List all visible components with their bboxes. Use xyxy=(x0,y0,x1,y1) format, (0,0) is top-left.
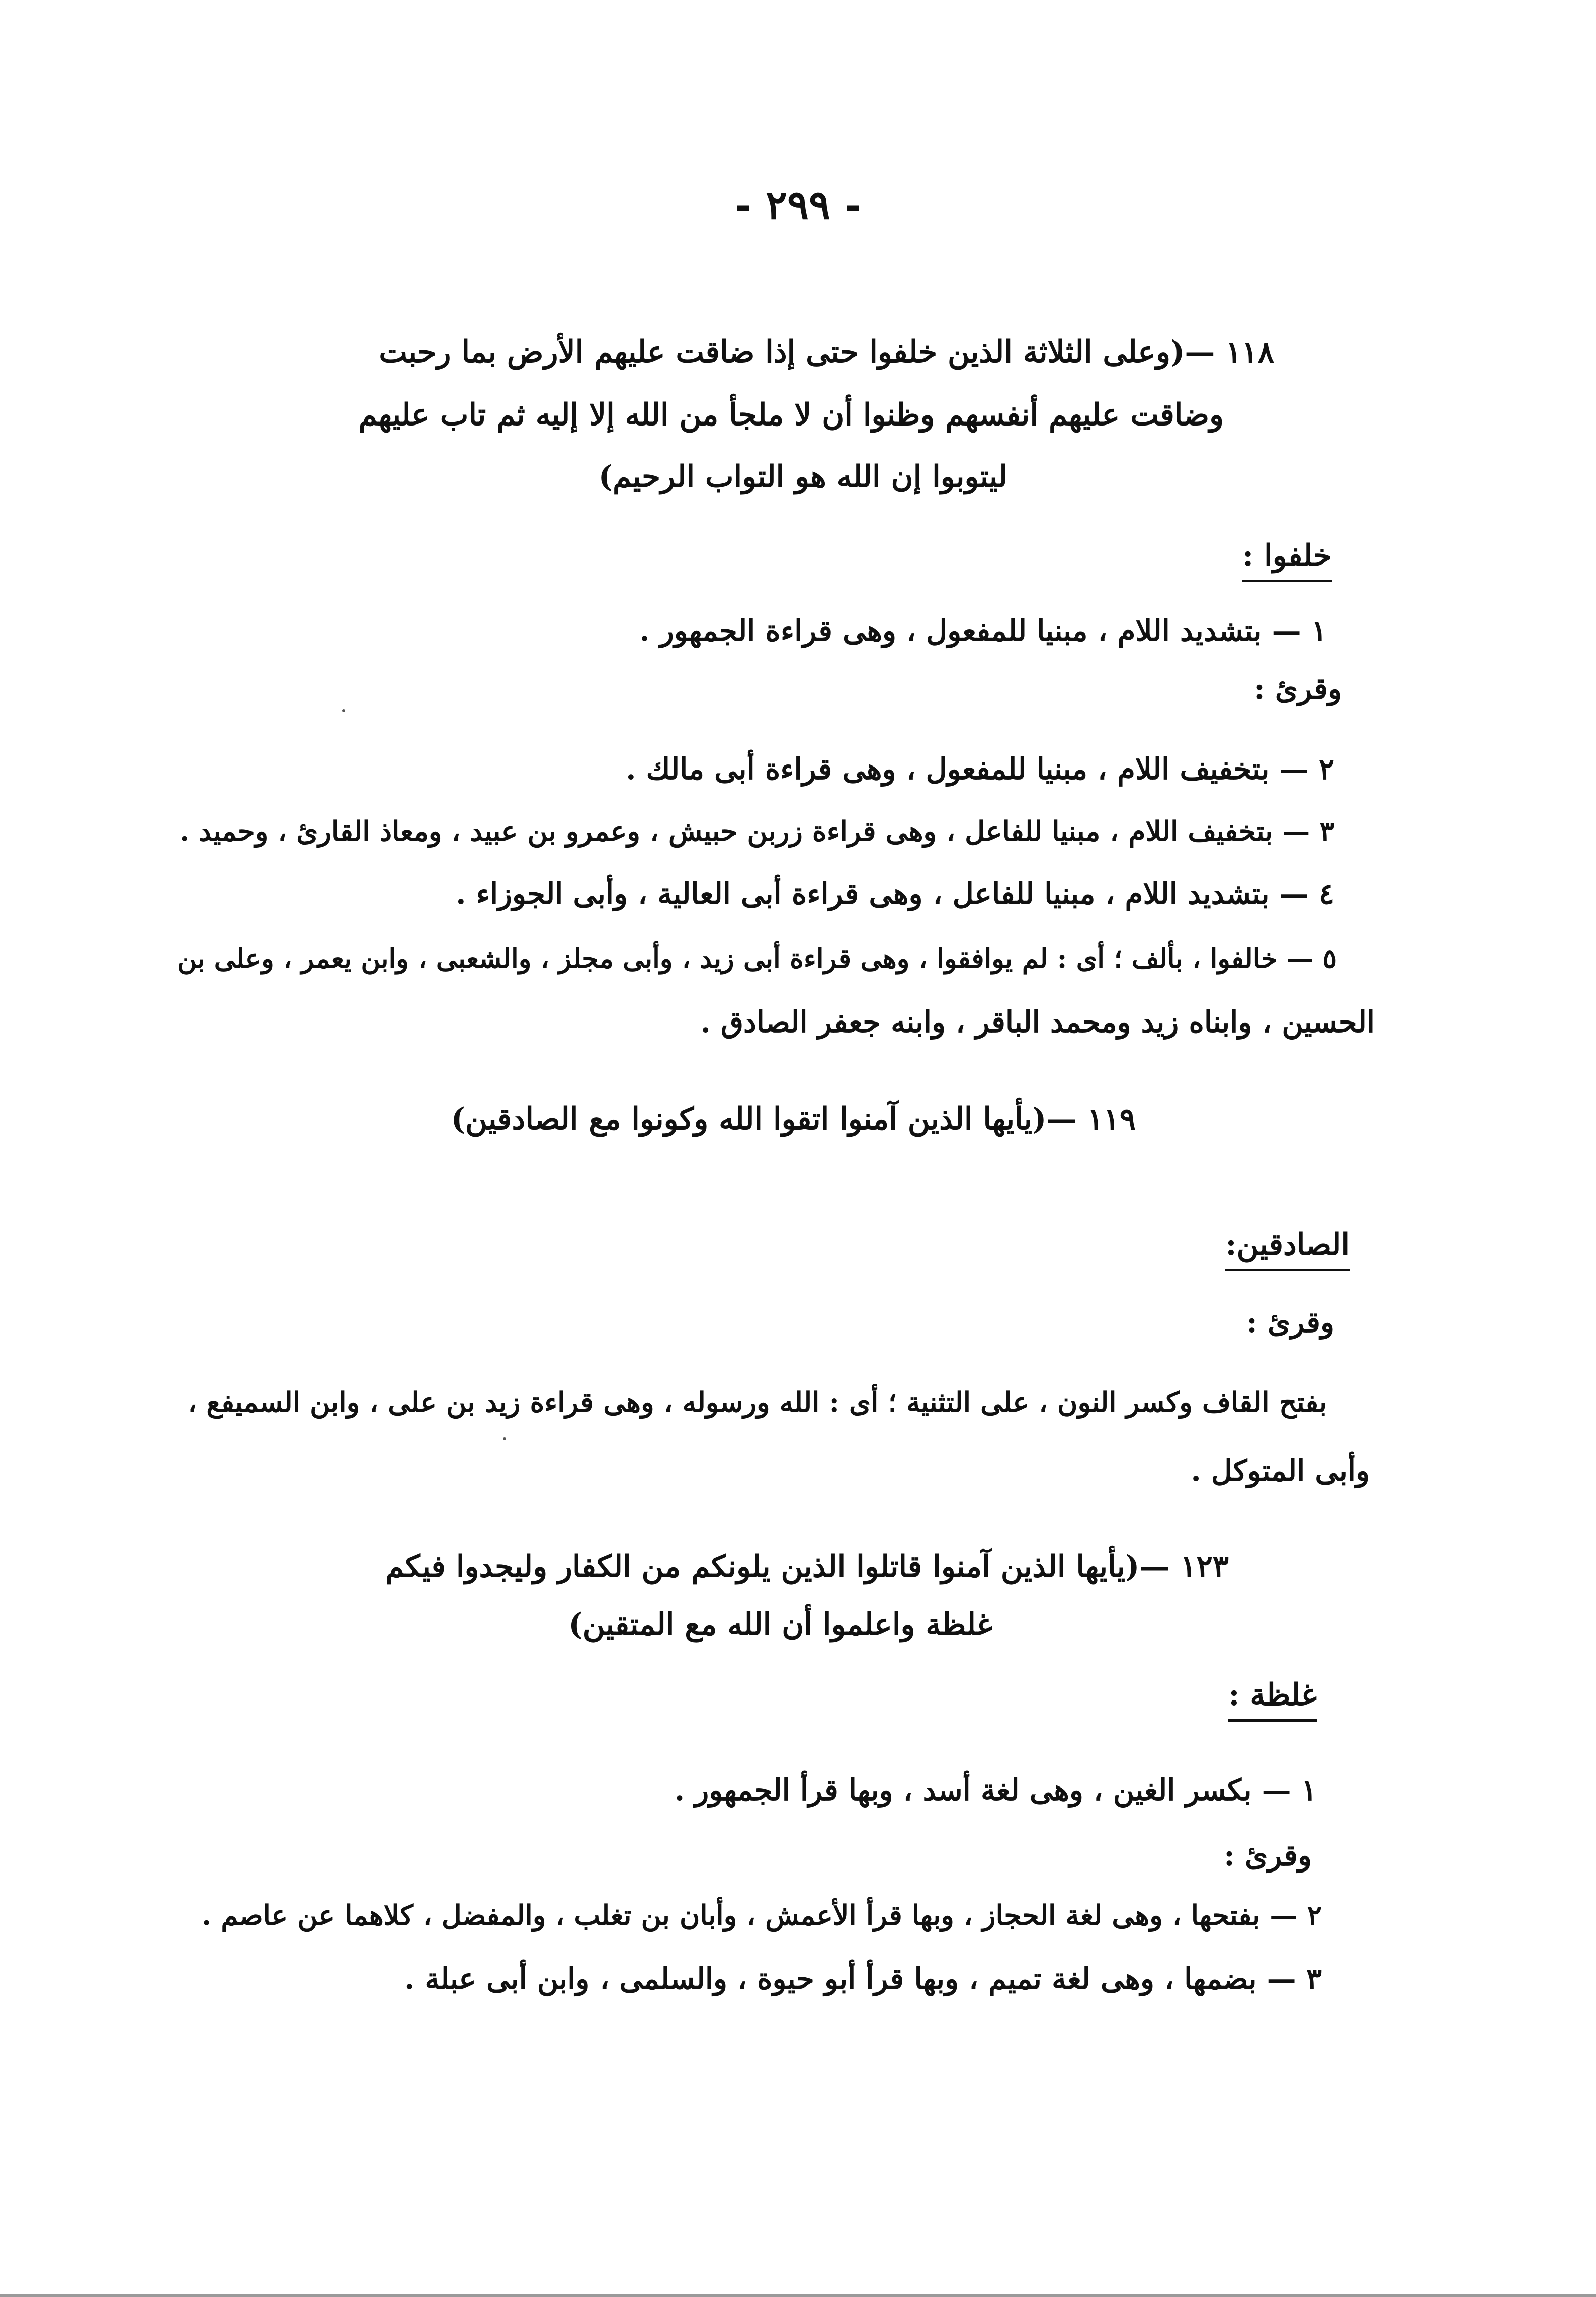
khullifu-item-4: ٤ — بتشديد اللام ، مبنيا للفاعل ، وهى قراءة أبى العالية ، وأبى الجوزاء . xyxy=(456,877,1334,911)
ghilza-qura-label: وقرئ : xyxy=(1224,1838,1312,1873)
verse-118-line-3: ليتوبوا إن الله هو التواب الرحيم) xyxy=(598,459,1007,494)
section-heading-sadiqin xyxy=(1225,1227,1350,1271)
verse-123-line-2: غلظة واعلموا أن الله مع المتقين) xyxy=(568,1607,992,1642)
khullifu-item-2: ٢ — بتخفيف اللام ، مبنيا للمفعول ، وهى قراءة أبى مالك . xyxy=(626,752,1334,786)
ghilza-item-2: ٢ — بفتحها ، وهى لغة الحجاز ، وبها قرأ الأعمش ، وأبان بن تغلب ، والمفضل ، كلاهما عن عاصم . xyxy=(202,1899,1322,1931)
khullifu-item-1: ١ — بتشديد اللام ، مبنيا للمفعول ، وهى قراءة الجمهور . xyxy=(639,614,1327,648)
page-number: - ٢٩٩ - xyxy=(734,181,862,228)
scan-speck xyxy=(503,1437,506,1440)
section-heading-khullifu-text: خلفوا : xyxy=(1242,538,1332,573)
section-heading-ghilza xyxy=(1228,1677,1317,1722)
ghilza-item-1: ١ — بكسر الغين ، وهى لغة أسد ، وبها قرأ الجمهور . xyxy=(674,1773,1317,1807)
section-heading-khullifu xyxy=(1242,538,1332,582)
sadiqin-text-line-1: بفتح القاف وكسر النون ، على التثنية ؛ أى : الله ورسوله ، وهى قراءة زيد بن على ، وابن السميفع ، xyxy=(188,1386,1327,1418)
verse-118-line-1: ١١٨ —(وعلى الثلاثة الذين خلفوا حتى إذا ضاقت عليهم الأرض بما رحبت xyxy=(379,334,1274,370)
heading-underline xyxy=(1242,580,1332,582)
scan-bottom-edge xyxy=(0,2294,1596,2297)
section-heading-sadiqin-text: الصادقين: xyxy=(1225,1227,1350,1262)
khullifu-item-3: ٣ — بتخفيف اللام ، مبنيا للفاعل ، وهى قراءة زربن حبيش ، وعمرو بن عبيد ، ومعاذ القارئ ، وحميد . xyxy=(180,815,1334,847)
sadiqin-qura-label: وقرئ : xyxy=(1246,1305,1334,1339)
ghilza-item-3: ٣ — بضمها ، وهى لغة تميم ، وبها قرأ أبو حيوة ، والسلمى ، وابن أبى عبلة . xyxy=(404,1962,1322,1996)
section-heading-ghilza-text: غلظة : xyxy=(1228,1677,1317,1713)
sadiqin-text-line-2: وأبى المتوكل . xyxy=(1191,1454,1370,1488)
khullifu-qura-label: وقرئ : xyxy=(1254,671,1342,706)
verse-119-line-1: ١١٩ —(يأيها الذين آمنوا اتقوا الله وكونوا مع الصادقين) xyxy=(451,1101,1136,1137)
verse-118-line-2: وضاقت عليهم أنفسهم وظنوا أن لا ملجأ من الله إلا إليه ثم تاب عليهم xyxy=(358,397,1224,433)
scan-speck xyxy=(342,709,345,712)
heading-underline xyxy=(1228,1719,1317,1722)
verse-123-line-1: ١٢٣ —(يأيها الذين آمنوا قاتلوا الذين يلونكم من الكفار وليجدوا فيكم xyxy=(385,1549,1229,1584)
khullifu-item-5-line-1: ٥ — خالفوا ، بألف ؛ أى : لم يوافقوا ، وهى قراءة أبى زيد ، وأبى مجلز ، والشعبى ، وابن يعمر ، وعلى بن xyxy=(177,943,1337,974)
khullifu-item-5-line-2: الحسين ، وابناه زيد ومحمد الباقر ، وابنه جعفر الصادق . xyxy=(700,1005,1375,1039)
heading-underline xyxy=(1225,1269,1350,1271)
